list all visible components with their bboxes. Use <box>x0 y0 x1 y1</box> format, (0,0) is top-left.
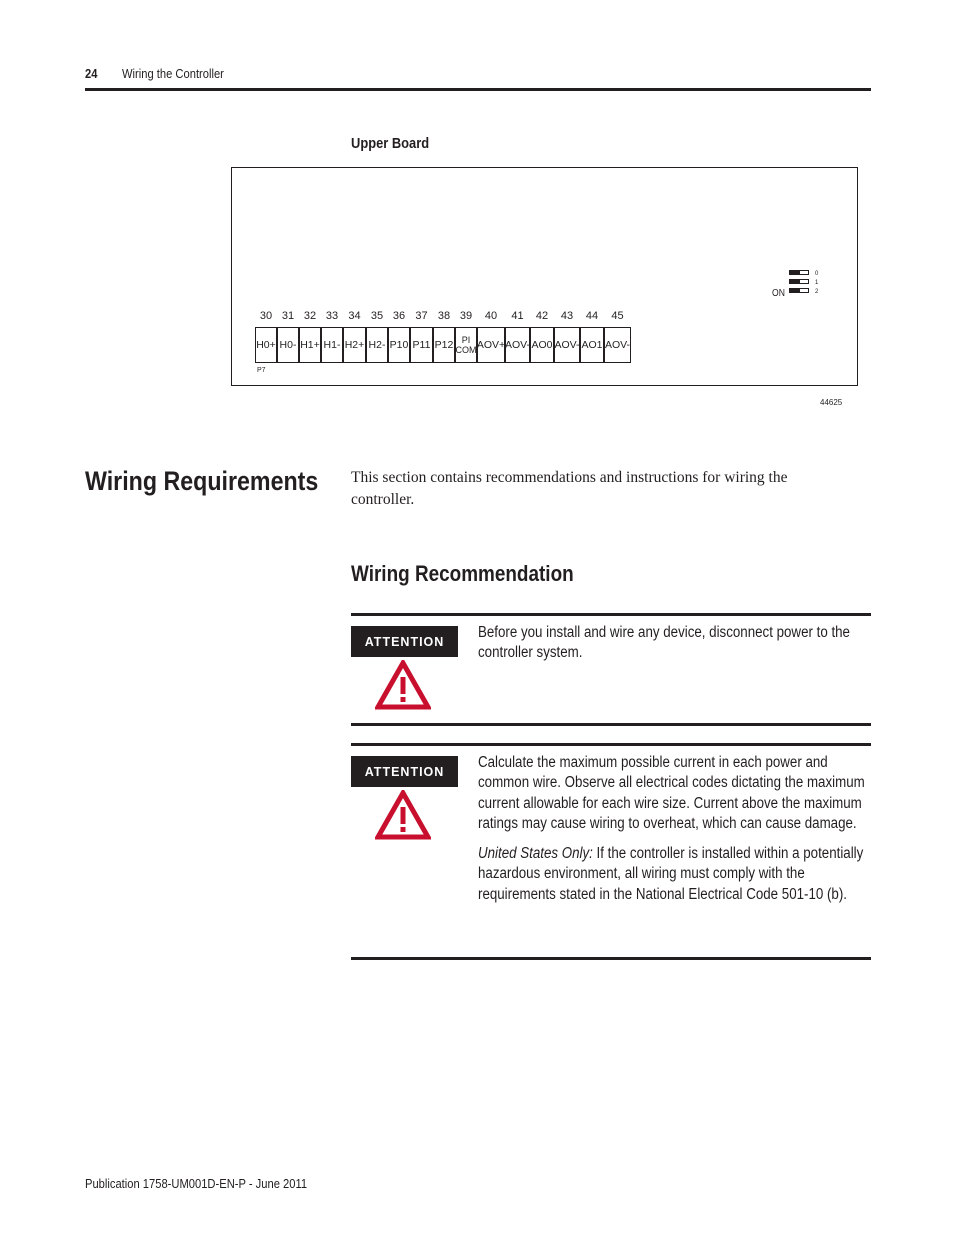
attention-text <box>478 623 868 674</box>
attention-top-rule <box>351 743 871 746</box>
attention-paragraph: Before you install and wire any device, disconnect power to the controller system. <box>478 624 850 662</box>
terminal-label: AOV+ <box>477 327 505 363</box>
terminal-number: 43 <box>560 310 574 322</box>
chapter-title: Wiring the Controller <box>122 66 224 81</box>
terminal-number: 36 <box>392 310 406 322</box>
terminal-label: AOV- <box>604 327 631 363</box>
dip-switch-1 <box>789 279 809 284</box>
connector-label: P7 <box>257 367 266 374</box>
terminal-label: H1+ <box>299 327 321 363</box>
dip-number: 0 <box>815 271 819 277</box>
warning-triangle-icon <box>375 790 431 840</box>
attention-paragraph-us <box>478 844 872 905</box>
attention-badge: ATTENTION <box>351 756 458 787</box>
terminal-number: 31 <box>281 310 295 322</box>
page-number: 24 <box>85 66 98 81</box>
figure-title: Upper Board <box>351 135 430 152</box>
intro-paragraph: This section contains recommendations and instructions for wiring the controller. <box>351 469 788 508</box>
terminal-label: H1- <box>321 327 343 363</box>
attention-text <box>478 753 868 915</box>
footer-publication: Publication 1758-UM001D-EN-P - June 2011 <box>85 1176 308 1191</box>
attention-bottom-rule <box>351 957 871 960</box>
terminal-number: 41 <box>511 310 524 322</box>
terminal-label: H0- <box>277 327 299 363</box>
terminal-label: AOV- <box>505 327 530 363</box>
terminal-number: 30 <box>259 310 273 322</box>
terminal-number: 33 <box>325 310 339 322</box>
us-only-label: United States Only: <box>478 845 593 863</box>
terminal-label: H2+ <box>343 327 366 363</box>
terminal-label: P12 <box>433 327 455 363</box>
terminal-label: P11 <box>410 327 433 363</box>
dip-switch-2 <box>789 288 809 293</box>
section-heading: Wiring Requirements <box>85 466 319 496</box>
terminal-label: AO0 <box>530 327 554 363</box>
dip-switch-on-label: ON <box>772 288 785 299</box>
subsection-heading: Wiring Recommendation <box>351 561 574 586</box>
attention-paragraph: Calculate the maximum possible current in each power and common wire. Observe all electrical codes dictating the maximum current allowable for each wire size. Current above the maximum ratings may cause wiring to overheat, which can cause damage. <box>478 754 865 832</box>
terminal-number: 32 <box>303 310 317 322</box>
terminal-number: 45 <box>611 310 624 322</box>
figure-id: 44625 <box>820 398 843 407</box>
us-only-text: If the controller is installed within a potentially hazardous environment, all wiring must comply with the requirements stated in the National Electrical Code 501-10 (b). <box>478 845 864 903</box>
attention-top-rule <box>351 613 871 616</box>
terminal-label: H2- <box>366 327 388 363</box>
terminal-label: H0+ <box>255 327 277 363</box>
attention-bottom-rule <box>351 723 871 726</box>
header-rule <box>85 88 871 91</box>
terminal-number: 38 <box>437 310 451 322</box>
dip-number: 1 <box>815 280 819 286</box>
terminal-label: P10 <box>388 327 410 363</box>
terminal-number: 35 <box>370 310 384 322</box>
attention-badge: ATTENTION <box>351 626 458 657</box>
terminal-number: 40 <box>484 310 498 322</box>
terminal-number: 37 <box>415 310 428 322</box>
terminal-number: 44 <box>585 310 599 322</box>
terminal-number: 42 <box>535 310 549 322</box>
terminal-label: AO1 <box>580 327 604 363</box>
terminal-label: AOV- <box>554 327 580 363</box>
dip-switch-0 <box>789 270 809 275</box>
terminal-number: 39 <box>459 310 473 322</box>
terminal-label: PI COM <box>455 327 477 363</box>
dip-number: 2 <box>815 289 819 295</box>
warning-triangle-icon <box>375 660 431 710</box>
terminal-number: 34 <box>348 310 361 322</box>
